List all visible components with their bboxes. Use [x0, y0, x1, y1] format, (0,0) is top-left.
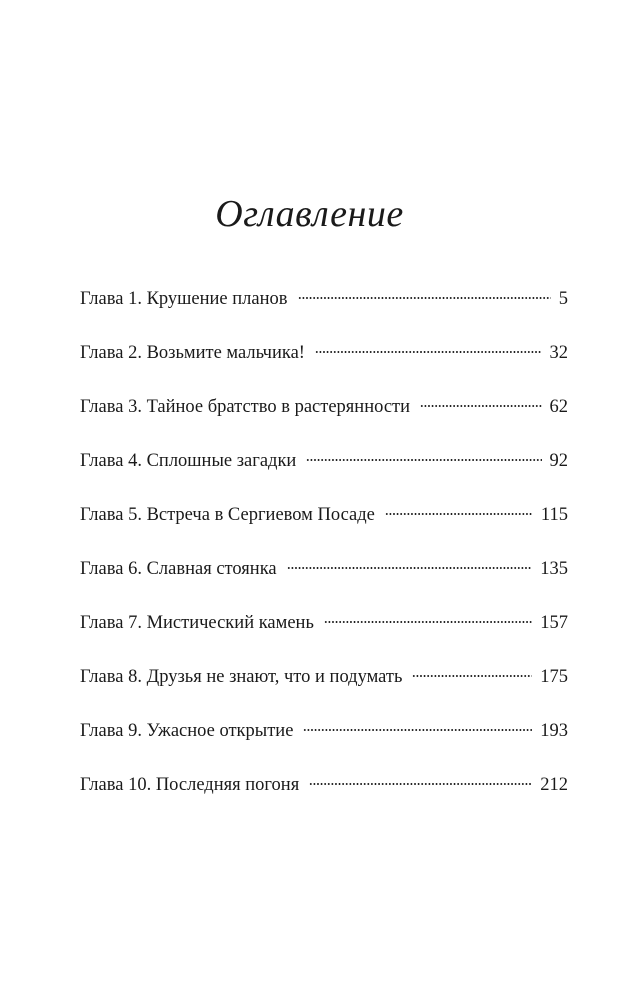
toc-entry-label: Глава 8. Друзья не знают, что и подумать [80, 667, 403, 687]
toc-entry-page: 212 [540, 775, 568, 795]
toc-entry[interactable] [80, 770, 568, 800]
toc-entry-page: 135 [540, 559, 568, 579]
toc-entry-label: Глава 9. Ужасное открытие [80, 721, 294, 741]
dot-leader [315, 351, 542, 353]
toc-entry[interactable] [80, 338, 568, 368]
page-title: Оглавление [215, 193, 404, 235]
toc-entry-page: 115 [540, 505, 568, 525]
toc-entry-label: Глава 6. Славная стоянка [80, 559, 277, 579]
toc-entry-label: Глава 4. Сплошные загадки [80, 451, 297, 471]
toc-entry[interactable] [80, 662, 568, 692]
toc-entry-page: 193 [540, 721, 568, 741]
toc-entry[interactable] [80, 554, 568, 584]
toc-entry[interactable] [80, 500, 568, 530]
toc-entry-page: 32 [549, 343, 568, 363]
dot-leader [287, 567, 533, 569]
dot-leader [385, 513, 533, 515]
toc-entry[interactable] [80, 716, 568, 746]
toc-entry-label: Глава 3. Тайное братство в растерянности [80, 397, 411, 417]
dot-leader [309, 783, 532, 785]
toc-entry-label: Глава 10. Последняя погоня [80, 775, 300, 795]
dot-leader [298, 297, 551, 299]
toc-entry-label: Глава 7. Мистический камень [80, 613, 314, 633]
toc-entry[interactable] [80, 284, 568, 314]
dot-leader [420, 405, 541, 407]
toc-entry-page: 92 [549, 451, 568, 471]
dot-leader [412, 675, 532, 677]
dot-leader [324, 621, 532, 623]
toc-entry-page: 175 [540, 667, 568, 687]
toc-entry[interactable] [80, 446, 568, 476]
toc-entry-label: Глава 2. Возьмите мальчика! [80, 343, 305, 363]
dot-leader [306, 459, 541, 461]
toc-entry-page: 5 [558, 289, 568, 309]
toc-entry-label: Глава 5. Встреча в Сергиевом Посаде [80, 505, 375, 525]
toc-entry-page: 157 [540, 613, 568, 633]
toc-entry[interactable] [80, 608, 568, 638]
toc-entry[interactable] [80, 392, 568, 422]
dot-leader [303, 729, 532, 731]
toc-entry-label: Глава 1. Крушение планов [80, 289, 288, 309]
toc-entry-page: 62 [549, 397, 568, 417]
